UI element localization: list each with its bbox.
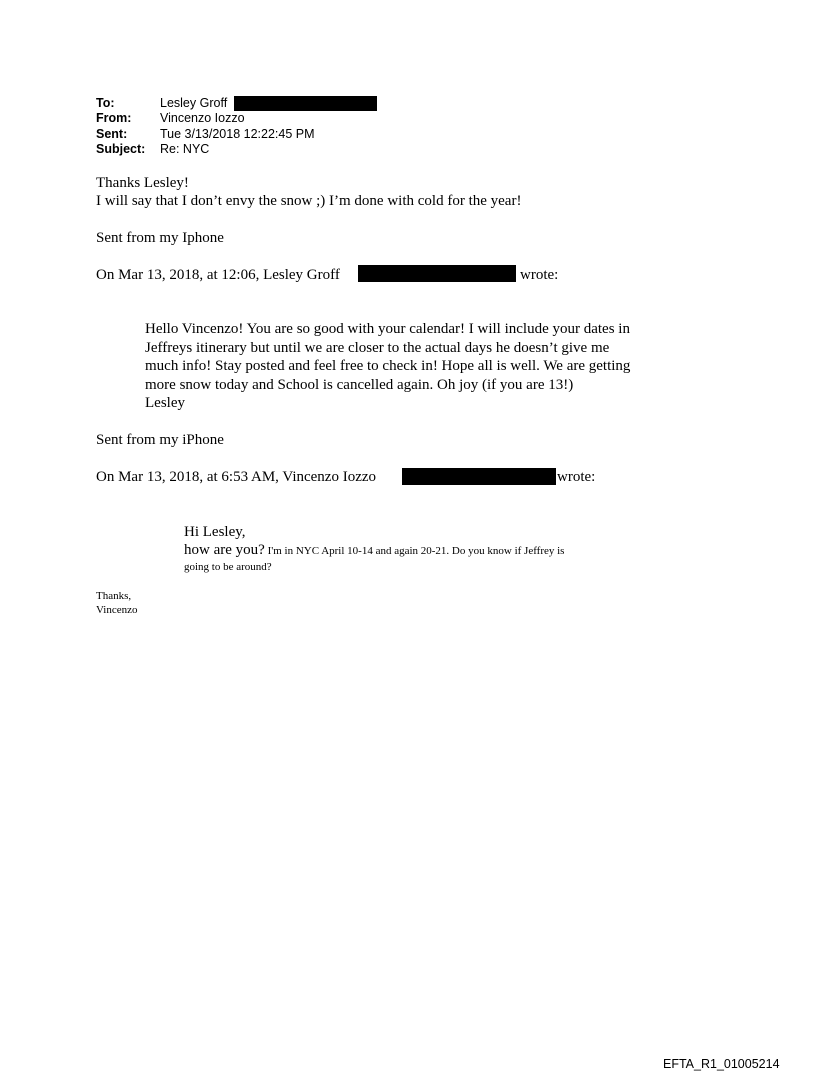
sent-label: Sent: (96, 127, 128, 141)
subject-label: Subject: (96, 142, 146, 156)
quote2-wrote: wrote: (557, 469, 596, 485)
quote1-attribution: On Mar 13, 2018, at 12:06, Lesley Groff (96, 267, 340, 283)
quote1-wrote: wrote: (520, 267, 559, 283)
quote2-greeting: Hi Lesley, (184, 524, 246, 540)
reply-line-1: Thanks Lesley! (96, 175, 189, 191)
quote2-closing-2: Vincenzo (96, 604, 138, 616)
quote1-line-2: Jeffreys itinerary but until we are closer to the actual days he doesn’t give me (145, 340, 610, 356)
from-label: From: (96, 111, 132, 125)
document-id: EFTA_R1_01005214 (663, 1057, 780, 1071)
subject-value: Re: NYC (160, 142, 210, 156)
to-label: To: (96, 96, 115, 110)
reply-line-2: I will say that I don’t envy the snow ;) I’m done with cold for the year! (96, 193, 522, 209)
from-value: Vincenzo Iozzo (160, 111, 245, 125)
quote2-closing-1: Thanks, (96, 590, 132, 602)
redaction-box (234, 96, 377, 111)
quote2-line-1-rest: I'm in NYC April 10-14 and again 20-21. Do you know if Jeffrey is (264, 545, 565, 557)
quote2-how-are-you: how are you? (184, 542, 265, 558)
sent-value: Tue 3/13/2018 12:22:45 PM (160, 127, 315, 141)
quote1-signature: Sent from my iPhone (96, 432, 224, 448)
redaction-box (402, 468, 556, 485)
quote1-line-3: much info! Stay posted and feel free to check in! Hope all is well. We are getting (145, 358, 631, 374)
quote1-line-5: Lesley (145, 395, 185, 411)
reply-signature: Sent from my Iphone (96, 230, 224, 246)
quote2-line-2: going to be around? (184, 561, 272, 573)
redaction-box (358, 265, 516, 282)
quote2-attribution: On Mar 13, 2018, at 6:53 AM, Vincenzo Iozzo (96, 469, 377, 485)
quote1-line-4: more snow today and School is cancelled again. Oh joy (if you are 13!) (145, 377, 574, 393)
to-value: Lesley Groff (160, 96, 228, 110)
quote1-line-1: Hello Vincenzo! You are so good with your calendar! I will include your dates in (145, 321, 630, 337)
quote2-line-1 (184, 541, 564, 559)
